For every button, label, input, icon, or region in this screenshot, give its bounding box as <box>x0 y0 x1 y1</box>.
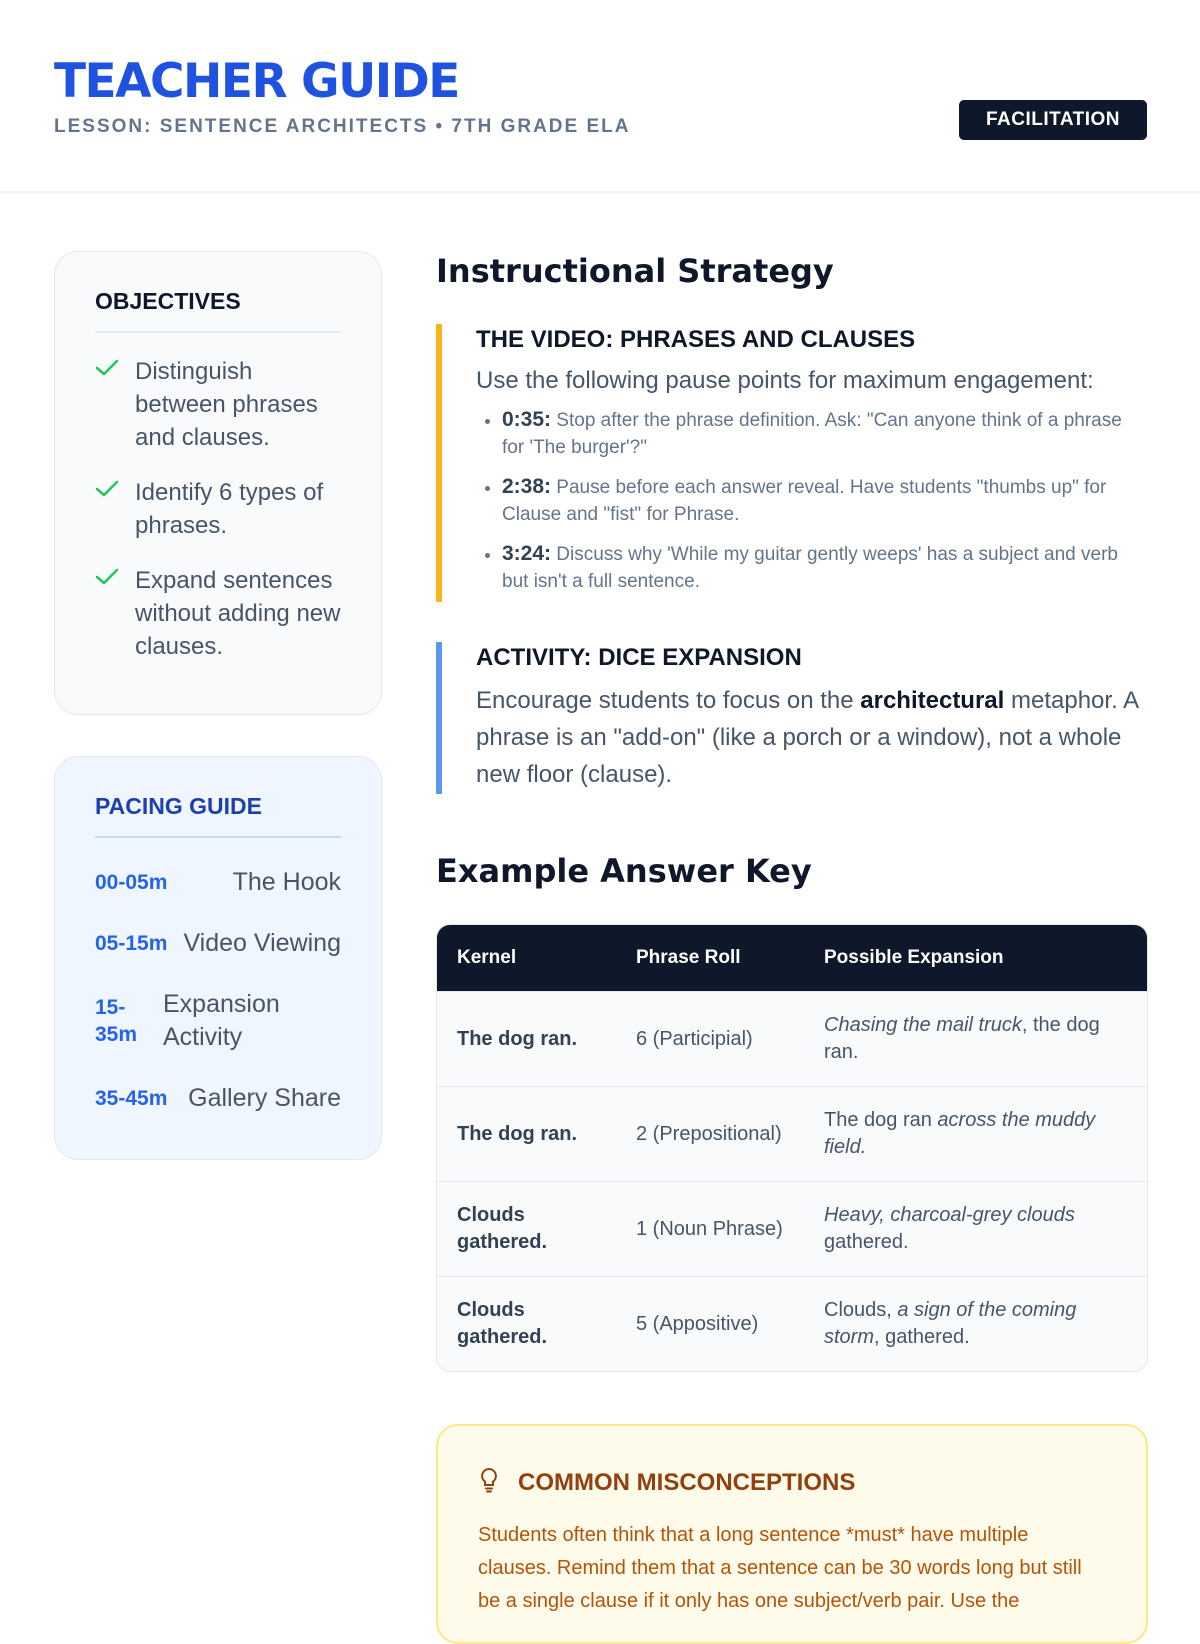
objective-item <box>95 355 341 454</box>
pacing-guide-card <box>54 756 382 1160</box>
objective-text: Distinguish between phrases and clauses. <box>135 358 318 451</box>
expansion-cell <box>804 1086 1147 1181</box>
pause-time: 3:24: <box>502 542 552 565</box>
video-strategy-block <box>436 324 1148 602</box>
phrase-roll-cell: 1 (Noun Phrase) <box>616 1181 804 1276</box>
dice-activity-block <box>436 642 1148 794</box>
expansion-cell <box>804 1181 1147 1276</box>
page-title: TEACHER GUIDE <box>54 54 459 109</box>
table-row <box>437 1276 1147 1371</box>
pacing-activity: The Hook <box>232 868 341 896</box>
kernel-cell: Clouds gathered. <box>437 1276 616 1371</box>
pacing-row <box>95 866 341 899</box>
phrase-roll-cell: 6 (Participial) <box>616 991 804 1086</box>
pacing-row <box>95 927 341 960</box>
table-header-row <box>437 925 1147 991</box>
pacing-row <box>95 988 341 1054</box>
pacing-time: 15-35m <box>95 996 138 1046</box>
column-header: Phrase Roll <box>616 925 804 991</box>
facilitation-badge: FACILITATION <box>959 100 1147 140</box>
expansion-phrase: Chasing the mail truck <box>824 1014 1022 1036</box>
kernel-cell: The dog ran. <box>437 991 616 1086</box>
table-row <box>437 991 1147 1086</box>
phrase-roll-cell: 5 (Appositive) <box>616 1276 804 1371</box>
column-header: Possible Expansion <box>804 925 1147 991</box>
objective-text: Expand sentences without adding new clauses. <box>135 567 341 660</box>
lightbulb-icon <box>478 1466 518 1499</box>
misconceptions-header <box>478 1466 1106 1499</box>
pacing-time: 35-45m <box>95 1087 168 1110</box>
pause-time: 2:38: <box>502 475 552 498</box>
table-row <box>437 1086 1147 1181</box>
pause-point-item <box>502 406 1148 461</box>
expansion-text: , gathered. <box>874 1326 970 1348</box>
dice-text-before: Encourage students to focus on the <box>476 687 861 714</box>
phrase-roll-cell: 2 (Prepositional) <box>616 1086 804 1181</box>
pacing-activity: Gallery Share <box>188 1084 341 1112</box>
check-icon <box>95 355 135 382</box>
answer-key-heading: Example Answer Key <box>436 852 812 890</box>
objective-text: Identify 6 types of phrases. <box>135 479 324 539</box>
objectives-card <box>54 251 382 715</box>
dice-text-after: metaphor. A phrase is an "add-on" (like a porch or a window), not a whole new floor (clause). <box>476 687 1138 788</box>
pause-points-list <box>476 406 1148 595</box>
answer-key-table <box>436 924 1148 1372</box>
misconceptions-callout <box>436 1424 1148 1644</box>
expansion-phrase: Heavy, charcoal-grey clouds <box>824 1204 1075 1226</box>
expansion-phrase: across the muddy field. <box>824 1109 1096 1158</box>
misconceptions-title: COMMON MISCONCEPTIONS <box>518 1468 856 1496</box>
objectives-list <box>95 355 341 663</box>
expansion-cell <box>804 991 1147 1086</box>
pause-time: 0:35: <box>502 408 552 431</box>
misconceptions-body: Students often think that a long sentence *must* have multiple clauses. Remind them that a sentence can be 30 words long but still be a single clause if it only has one subject/verb pair. Use the <box>478 1524 1082 1612</box>
pause-text: Stop after the phrase definition. Ask: "Can anyone think of a phrase for 'The burger'?" <box>502 410 1122 458</box>
pause-text: Pause before each answer reveal. Have students "thumbs up" for Clause and "fist" for Phrase. <box>502 477 1107 525</box>
pacing-guide-title: PACING GUIDE <box>95 793 341 838</box>
lesson-subtitle: LESSON: SENTENCE ARCHITECTS • 7TH GRADE ELA <box>54 116 631 137</box>
pause-text: Discuss why 'While my guitar gently weeps' has a subject and verb but isn't a full sentence. <box>502 544 1118 592</box>
table-row <box>437 1181 1147 1276</box>
expansion-cell <box>804 1276 1147 1371</box>
expansion-text: The dog ran <box>824 1109 938 1131</box>
pause-point-item <box>502 540 1148 595</box>
kernel-cell: Clouds gathered. <box>437 1181 616 1276</box>
page-header <box>0 0 1200 194</box>
pacing-row <box>95 1082 341 1115</box>
expansion-text: gathered. <box>824 1231 909 1253</box>
pacing-time: 05-15m <box>95 932 168 955</box>
kernel-cell: The dog ran. <box>437 1086 616 1181</box>
pacing-activity: Expansion Activity <box>163 990 280 1051</box>
expansion-phrase: a sign of the coming storm <box>824 1299 1077 1348</box>
video-block-title: THE VIDEO: PHRASES AND CLAUSES <box>476 326 916 353</box>
objective-item <box>95 476 341 542</box>
check-icon <box>95 564 135 591</box>
check-icon <box>95 476 135 503</box>
dice-block-body <box>476 682 1148 793</box>
expansion-text: Clouds, <box>824 1299 898 1321</box>
objectives-title: OBJECTIVES <box>95 288 341 333</box>
dice-block-title: ACTIVITY: DICE EXPANSION <box>476 644 802 671</box>
video-block-lead: Use the following pause points for maximum engagement: <box>476 367 1094 394</box>
pause-point-item <box>502 473 1148 528</box>
pacing-time: 00-05m <box>95 871 168 894</box>
column-header: Kernel <box>437 925 616 991</box>
strategy-heading: Instructional Strategy <box>436 252 834 290</box>
objective-item <box>95 564 341 663</box>
dice-text-bold: architectural <box>860 687 1005 714</box>
expansion-text: , the dog ran. <box>824 1014 1100 1063</box>
pacing-activity: Video Viewing <box>183 929 341 957</box>
